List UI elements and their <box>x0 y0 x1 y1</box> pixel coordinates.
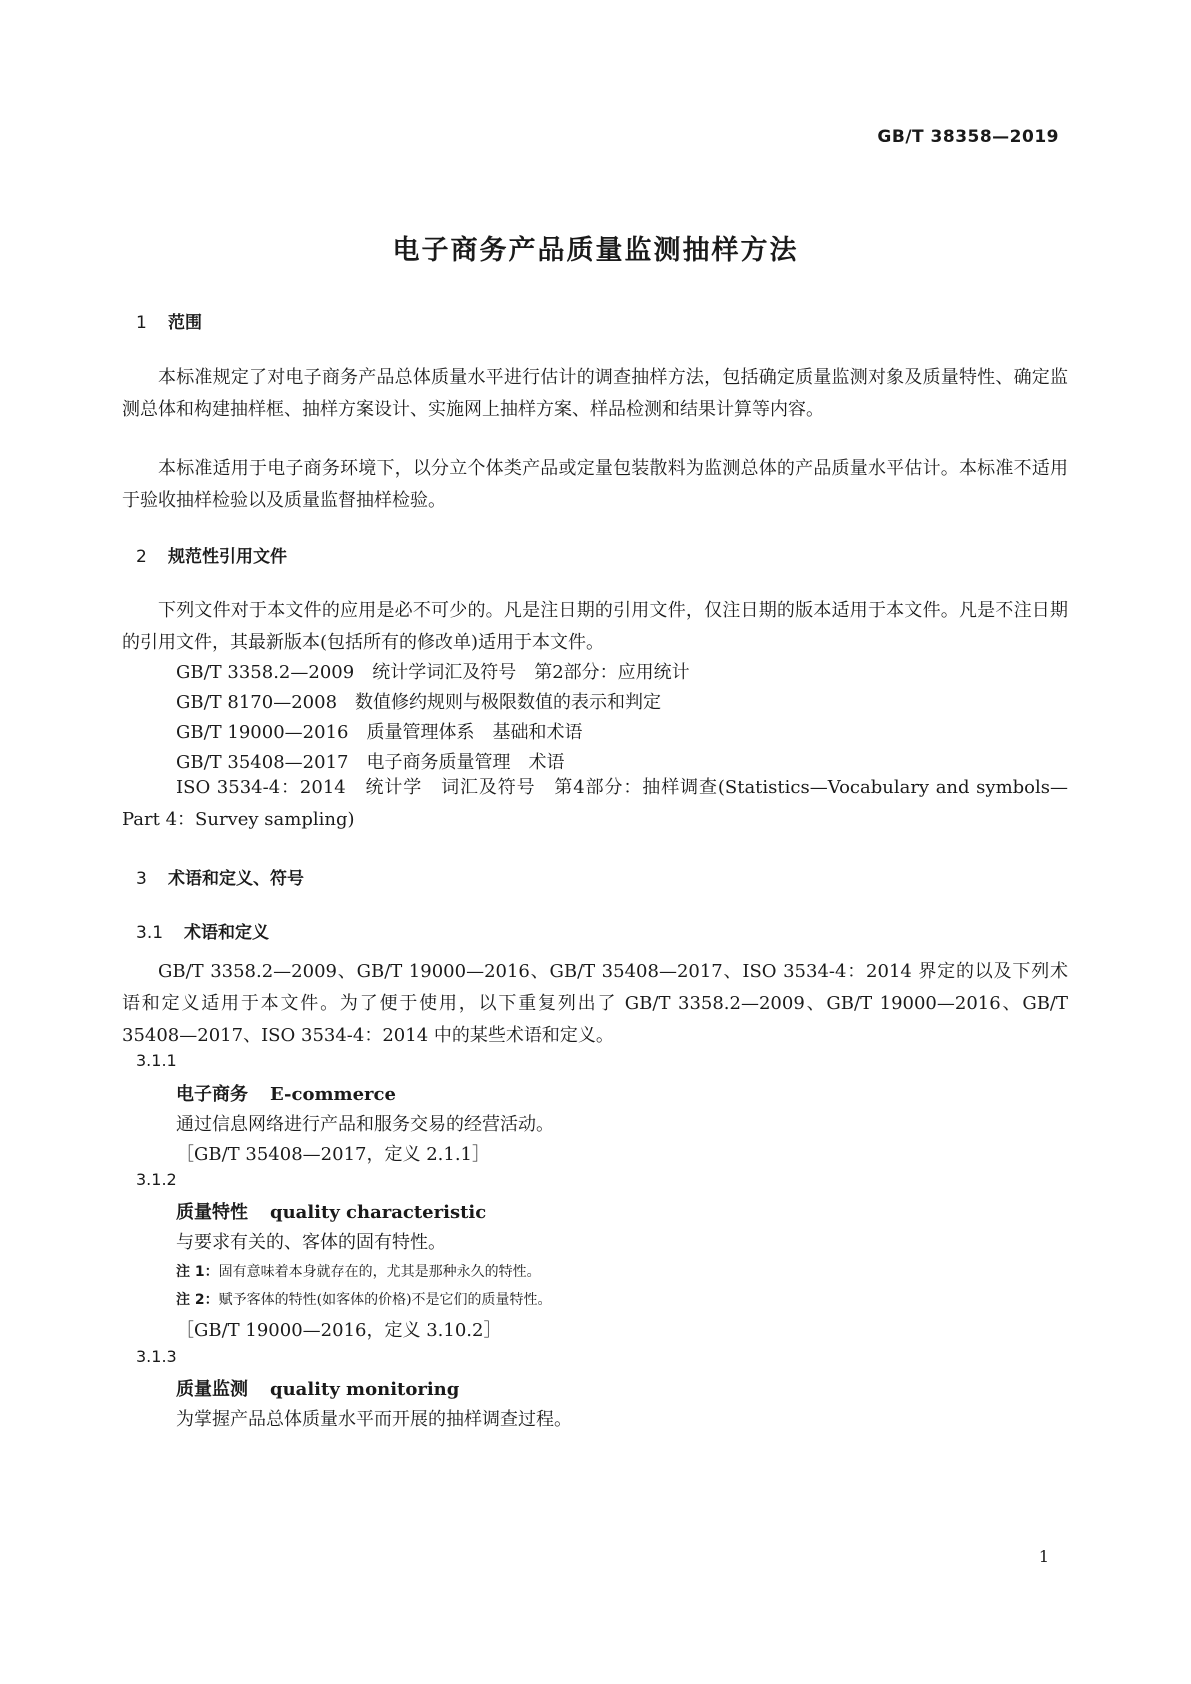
section-2-paragraph-1: 下列文件对于本文件的应用是必不可少的。凡是注日期的引用文件，仅注日期的版本适用于本文件。凡是不注日期的引用文件，其最新版本(包括所有的修改单)适用于本文件。 <box>122 600 1068 653</box>
page-number: 1 <box>1038 1547 1049 1566</box>
reference-item: GB/T 35408—2017 电子商务质量管理 术语 <box>176 752 565 773</box>
term-definition: 通过信息网络进行产品和服务交易的经营活动。 <box>176 1114 554 1135</box>
term-number: 3.1.2 <box>136 1170 177 1189</box>
term-definition: 为掌握产品总体质量水平而开展的抽样调查过程。 <box>176 1409 572 1430</box>
section-number: 3 <box>136 869 147 889</box>
section-title: 术语和定义、符号 <box>168 869 304 889</box>
term-en: quality monitoring <box>270 1379 460 1400</box>
term-number: 3.1.1 <box>136 1051 177 1070</box>
note-text: 固有意味着本身就存在的，尤其是那种永久的特性。 <box>218 1264 541 1280</box>
term-en: quality characteristic <box>270 1202 487 1223</box>
section-2-heading <box>136 542 287 567</box>
subsection-3-1-paragraph: GB/T 3358.2—2009、GB/T 19000—2016、GB/T 35408—2017、ISO 3534-4：2014 界定的以及下列术语和定义适用于本文件。为了便于使用，以下重复列出了 GB/T 3358.2—2009、GB/T 19000—2016、GB/T 35408—2017、ISO 3534-4：2014 中的某些术语和定义。 <box>122 961 1068 1046</box>
term-number: 3.1.3 <box>136 1347 177 1366</box>
term-name <box>176 1198 486 1224</box>
subsection-3-1-heading <box>136 918 269 943</box>
subsection-title: 术语和定义 <box>184 923 269 943</box>
note-label: 注 1： <box>176 1264 219 1280</box>
term-note <box>176 1261 541 1281</box>
section-1-heading <box>136 308 202 333</box>
reference-item: GB/T 8170—2008 数值修约规则与极限数值的表示和判定 <box>176 692 662 713</box>
reference-item: GB/T 19000—2016 质量管理体系 基础和术语 <box>176 722 583 743</box>
reference-item-long: ISO 3534-4：2014 统计学 词汇及符号 第4部分：抽样调查(Statistics—Vocabulary and symbols—Part 4：Survey sampling) <box>122 777 1068 830</box>
section-number: 2 <box>136 547 147 567</box>
term-zh: 电子商务 <box>176 1084 248 1105</box>
term-name <box>176 1080 396 1106</box>
subsection-number: 3.1 <box>136 923 164 943</box>
section-title: 范围 <box>168 313 202 333</box>
note-text: 赋予客体的特性(如客体的价格)不是它们的质量特性。 <box>218 1292 552 1308</box>
term-source: ［GB/T 19000—2016，定义 3.10.2］ <box>176 1320 502 1341</box>
document-title: 电子商务产品质量监测抽样方法 <box>392 235 799 266</box>
term-source: ［GB/T 35408—2017，定义 2.1.1］ <box>176 1144 490 1165</box>
standard-number: GB/T 38358—2019 <box>877 127 1059 147</box>
note-label: 注 2： <box>176 1292 219 1308</box>
section-3-heading <box>136 864 304 889</box>
section-1-paragraph-1: 本标准规定了对电子商务产品总体质量水平进行估计的调查抽样方法，包括确定质量监测对象及质量特性、确定监测总体和构建抽样框、抽样方案设计、实施网上抽样方案、样品检测和结果计算等内容。 <box>122 367 1068 420</box>
term-name <box>176 1375 459 1401</box>
section-number: 1 <box>136 313 147 333</box>
reference-item: GB/T 3358.2—2009 统计学词汇及符号 第2部分：应用统计 <box>176 662 690 683</box>
term-en: E-commerce <box>270 1084 396 1105</box>
term-definition: 与要求有关的、客体的固有特性。 <box>176 1232 446 1253</box>
section-title: 规范性引用文件 <box>168 547 287 567</box>
section-1-paragraph-2: 本标准适用于电子商务环境下，以分立个体类产品或定量包装散料为监测总体的产品质量水平估计。本标准不适用于验收抽样检验以及质量监督抽样检验。 <box>122 458 1068 511</box>
term-zh: 质量监测 <box>176 1379 248 1400</box>
term-note <box>176 1289 552 1309</box>
term-zh: 质量特性 <box>176 1202 248 1223</box>
